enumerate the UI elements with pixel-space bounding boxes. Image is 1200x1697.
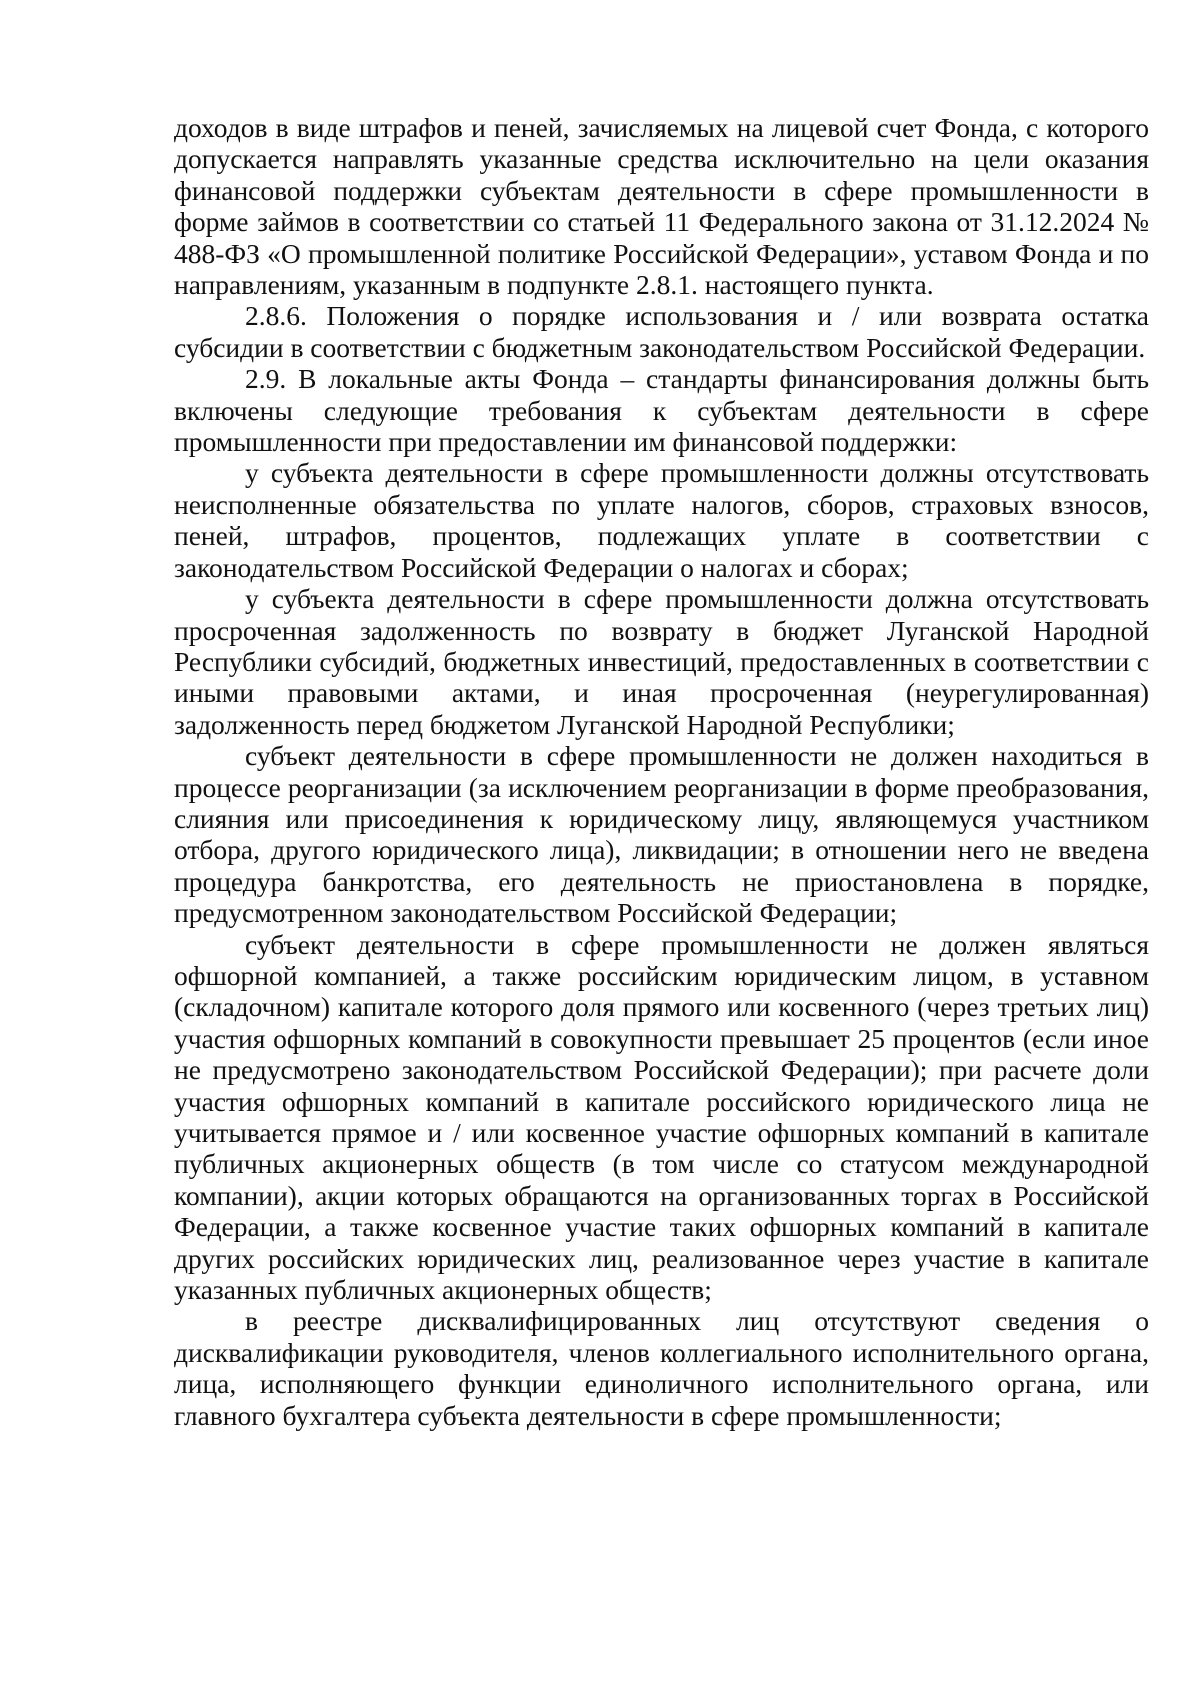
paragraph-2-9: 2.9. В локальные акты Фонда – стандарты финансирования должны быть включены следующие требования к субъектам деятельности в сфере промышленности при предоставлении им финансовой поддержки: (174, 363, 1149, 458)
paragraph-requirement-reorganization: субъект деятельности в сфере промышленности не должен находиться в процессе реорганизации (за исключением реорганизации в форме преобразования, слияния или присоединения к юридическому лицу, являющемуся участником отбора, другого юридического лица), ликвидации; в отношении него не введена процедура банкротства, его деятельность не приостановлена в порядке, предусмотренном законодательством Российской Федерации; (174, 740, 1149, 929)
paragraph-requirement-debt: у субъекта деятельности в сфере промышленности должна отсутствовать просроченная задолженность по возврату в бюджет Луганской Народной Республики субсидий, бюджетных инвестиций, предоставленных в соответствии с иными правовыми актами, и иная просроченная (неурегулированная) задолженность перед бюджетом Луганской Народной Республики; (174, 583, 1149, 740)
paragraph-requirement-taxes: у субъекта деятельности в сфере промышленности должны отсутствовать неисполненные обязательства по уплате налогов, сборов, страховых взносов, пеней, штрафов, процентов, подлежащих уплате в соответствии с законодательством Российской Федерации о налогах и сборах; (174, 457, 1149, 583)
paragraph-requirement-offshore: субъект деятельности в сфере промышленности не должен являться офшорной компанией, а также российским юридическим лицом, в уставном (складочном) капитале которого доля прямого или косвенного (через третьих лиц) участия офшорных компаний в совокупности превышает 25 процентов (если иное не предусмотрено законодательством Российской Федерации); при расчете доли участия офшорных компаний в капитале российского юридического лица не учитывается прямое и / или косвенное участие офшорных компаний в капитале публичных акционерных обществ (в том числе со статусом международной компании), акции которых обращаются на организованных торгах в Российской Федерации, а также косвенное участие таких офшорных компаний в капитале других российских юридических лиц, реализованное через участие в капитале указанных публичных акционерных обществ; (174, 928, 1149, 1306)
document-page (174, 112, 1149, 1431)
paragraph-continuation: доходов в виде штрафов и пеней, зачисляемых на лицевой счет Фонда, с которого допускается направлять указанные средства исключительно на цели оказания финансовой поддержки субъектам деятельности в сфере промышленности в форме займов в соответствии со статьей 11 Федерального закона от 31.12.2024 № 488-ФЗ «О промышленной политике Российской Федерации», уставом Фонда и по направлениям, указанным в подпункте 2.8.1. настоящего пункта. (174, 112, 1149, 301)
paragraph-2-8-6: 2.8.6. Положения о порядке использования и / или возврата остатка субсидии в соответствии с бюджетным законодательством Российской Федерации. (174, 300, 1149, 363)
paragraph-requirement-disqualified: в реестре дисквалифицированных лиц отсутствуют сведения о дисквалификации руководителя, членов коллегиального исполнительного органа, лица, исполняющего функции единоличного исполнительного органа, или главного бухгалтера субъекта деятельности в сфере промышленности; (174, 1305, 1149, 1431)
